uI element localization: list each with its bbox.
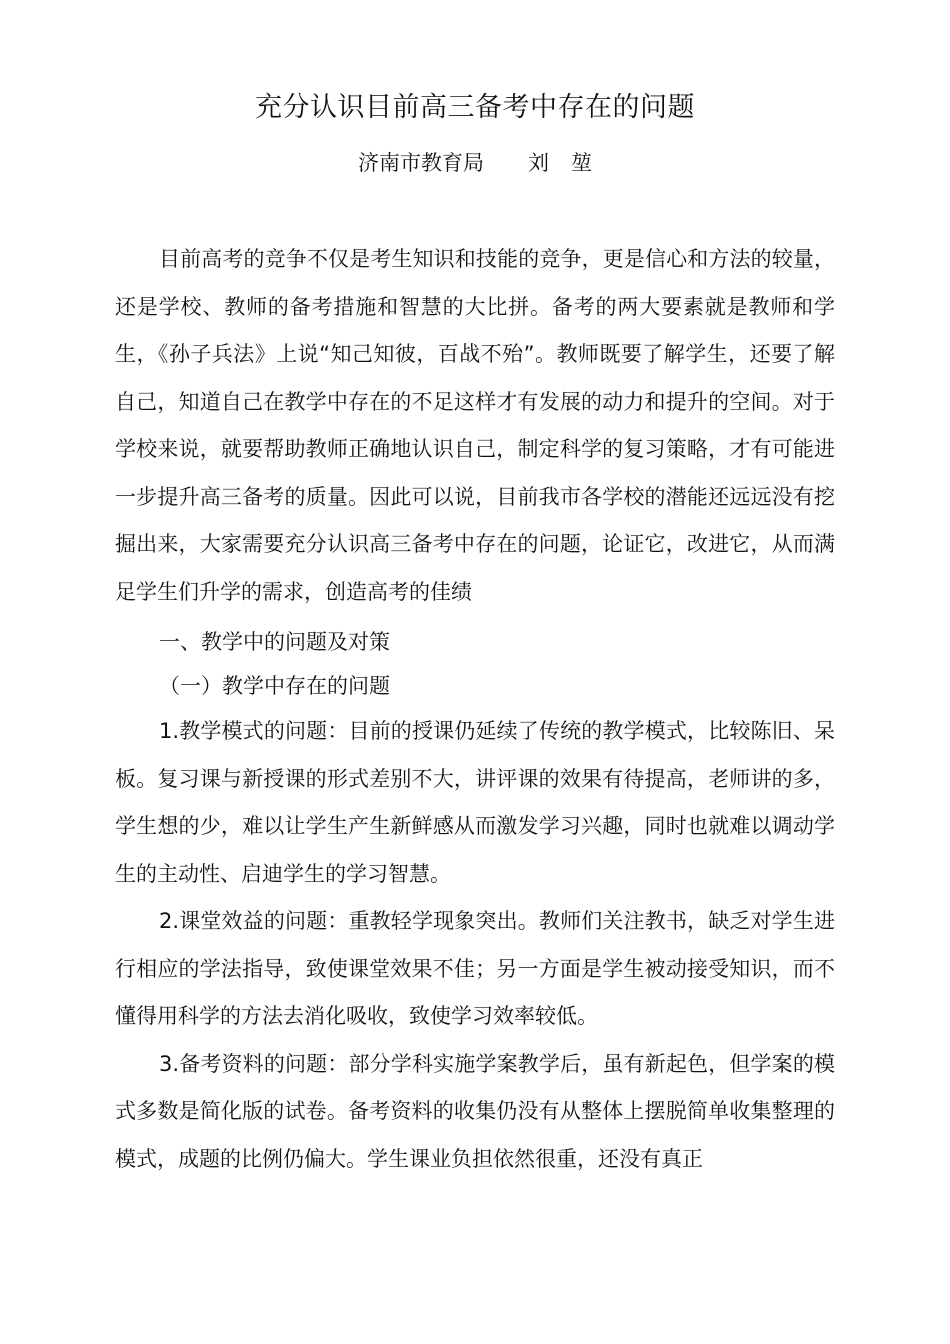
section-heading: 一、教学中的问题及对策 [159, 630, 390, 654]
author-given-name: 堃 [571, 151, 592, 175]
author-surname: 刘 [528, 151, 549, 175]
organization: 济南市教育局 [358, 151, 484, 175]
problem-item-2: 2.课堂效益的问题：重教轻学现象突出。教师们关注教书，缺乏对学生进行相应的学法指导，致使课堂效果不佳；另一方面是学生被动接受知识，而不懂得用科学的方法去消化吸收，致使学习效率较低。 [115, 909, 835, 1028]
byline [0, 145, 950, 181]
problem-item-3: 3.备考资料的问题：部分学科实施学案教学后，虽有新起色，但学案的模式多数是简化版的试卷。备考资料的收集仍没有从整体上摆脱简单收集整理的模式，成题的比例仍偏大。学生课业负担依然很重，还没有真正 [115, 1051, 835, 1171]
document-title: 充分认识目前高三备考中存在的问题 [255, 92, 695, 123]
document-body [115, 236, 835, 1183]
problem-item-1: 1.教学模式的问题：目前的授课仍延续了传统的教学模式，比较陈旧、呆板。复习课与新授课的形式差别不大，讲评课的效果有待提高，老师讲的多，学生想的少，难以让学生产生新鲜感从而激发学习兴趣，同时也就难以调动学生的主动性、启迪学生的学习智慧。 [115, 719, 835, 886]
subsection-heading: （一）教学中存在的问题 [159, 674, 390, 698]
intro-paragraph: 目前高考的竞争不仅是考生知识和技能的竞争，更是信心和方法的较量，还是学校、教师的备考措施和智慧的大比拼。备考的两大要素就是教师和学生，《孙子兵法》上说“知己知彼，百战不殆”。教师既要了解学生，还要了解自己，知道自己在教学中存在的不足这样才有发展的动力和提升的空间。对于学校来说，就要帮助教师正确地认识自己，制定科学的复习策略，才有可能进一步提升高三备考的质量。因此可以说，目前我市各学校的潜能还远远没有挖掘出来，大家需要充分认识高三备考中存在的问题，论证它，改进它，从而满足学生们升学的需求，创造高考的佳绩 [115, 247, 835, 604]
